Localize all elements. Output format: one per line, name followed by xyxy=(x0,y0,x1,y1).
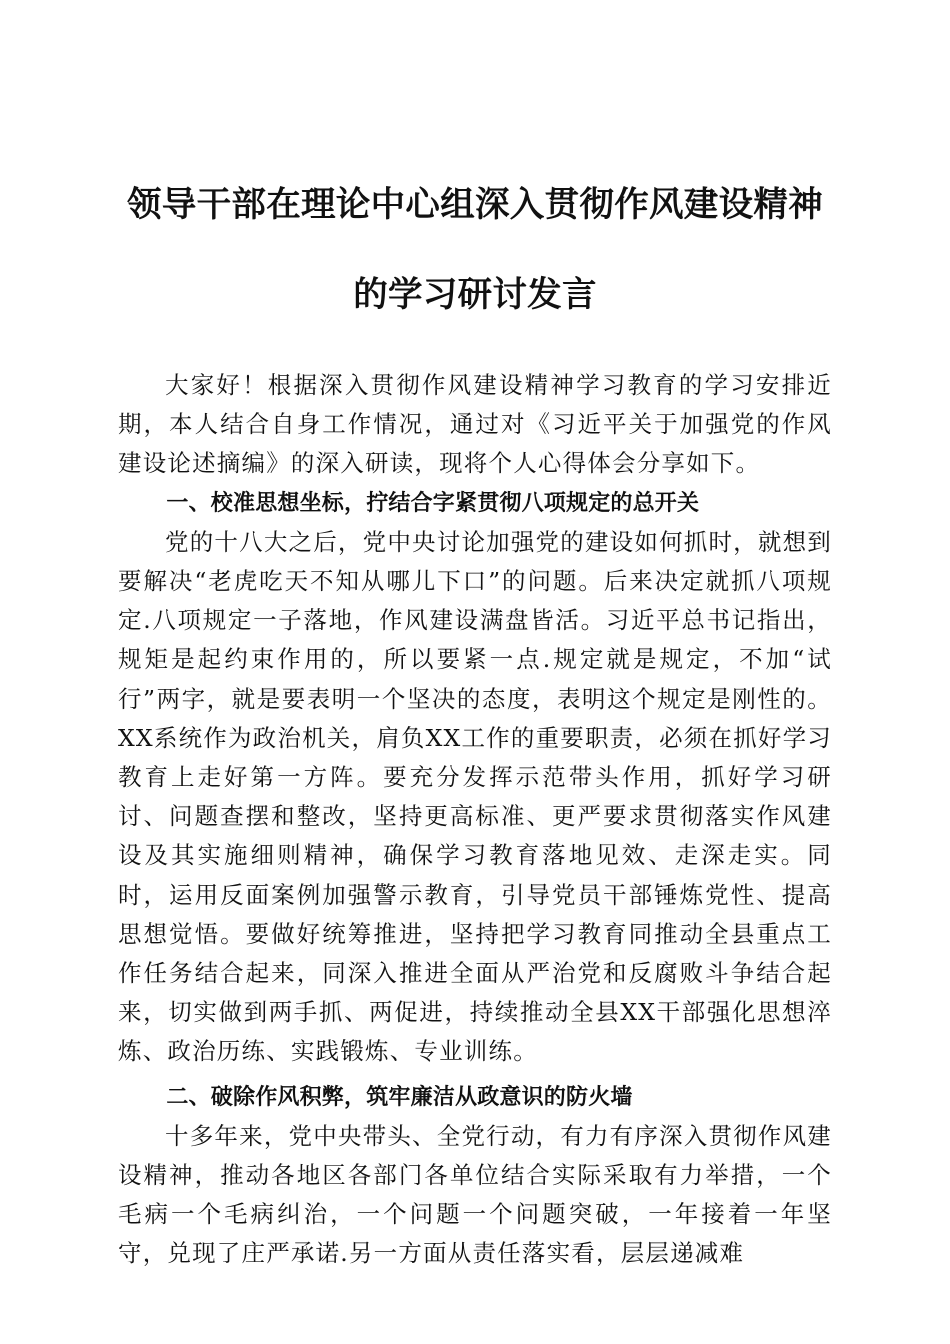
document-page xyxy=(118,160,832,1274)
document-body xyxy=(118,366,832,1274)
section-2-heading: 二、破除作风积弊，筑牢廉洁从政意识的防火墙 xyxy=(166,1084,633,1110)
section-2-paragraph: 十多年来，党中央带头、全党行动，有力有序深入贯彻作风建设精神，推动各地区各部门各单位结合实际采取有力举措，一个毛病一个毛病纠治，一个问题一个问题突破，一年接着一年坚守，兑现了庄严承诺.另一方面从责任落实看，层层递减难 xyxy=(118,1121,832,1268)
title-line-2: 的学习研讨发言 xyxy=(353,275,597,315)
intro-paragraph: 大家好！根据深入贯彻作风建设精神学习教育的学习安排近期，本人结合自身工作情况，通过对《习近平关于加强党的作风建设论述摘编》的深入研读，现将个人心得体会分享如下。 xyxy=(118,371,832,478)
section-1-heading: 一、校准思想坐标，拧结合字紧贯彻八项规定的总开关 xyxy=(166,490,700,516)
title-line-1: 领导干部在理论中心组深入贯彻作风建设精神 xyxy=(127,185,823,225)
section-1-paragraph: 党的十八大之后，党中央讨论加强党的建设如何抓时，就想到要解决“老虎吃天不知从哪儿下口”的问题。后来决定就抓八项规定.八项规定一子落地，作风建设满盘皆活。习近平总书记指出，规矩是起约束作用的，所以要紧一点.规定就是规定，不加“试行”两字，就是要表明一个坚决的态度，表明这个规定是刚性的。XX系统作为政治机关，肩负XX工作的重要职责，必须在抓好学习教育上走好第一方阵。要充分发挥示范带头作用，抓好学习研讨、问题查摆和整改，坚持更高标准、更严要求贯彻落实作风建设及其实施细则精神，确保学习教育落地见效、走深走实。同时，运用反面案例加强警示教育，引导党员干部锤炼党性、提高思想觉悟。要做好统筹推进，坚持把学习教育同推动全县重点工作任务结合起来，同深入推进全面从严治党和反腐败斗争结合起来，切实做到两手抓、两促进，持续推动全县XX干部强化思想淬炼、政治历练、实践锻炼、专业训练。 xyxy=(118,527,832,1066)
document-title xyxy=(118,160,832,340)
